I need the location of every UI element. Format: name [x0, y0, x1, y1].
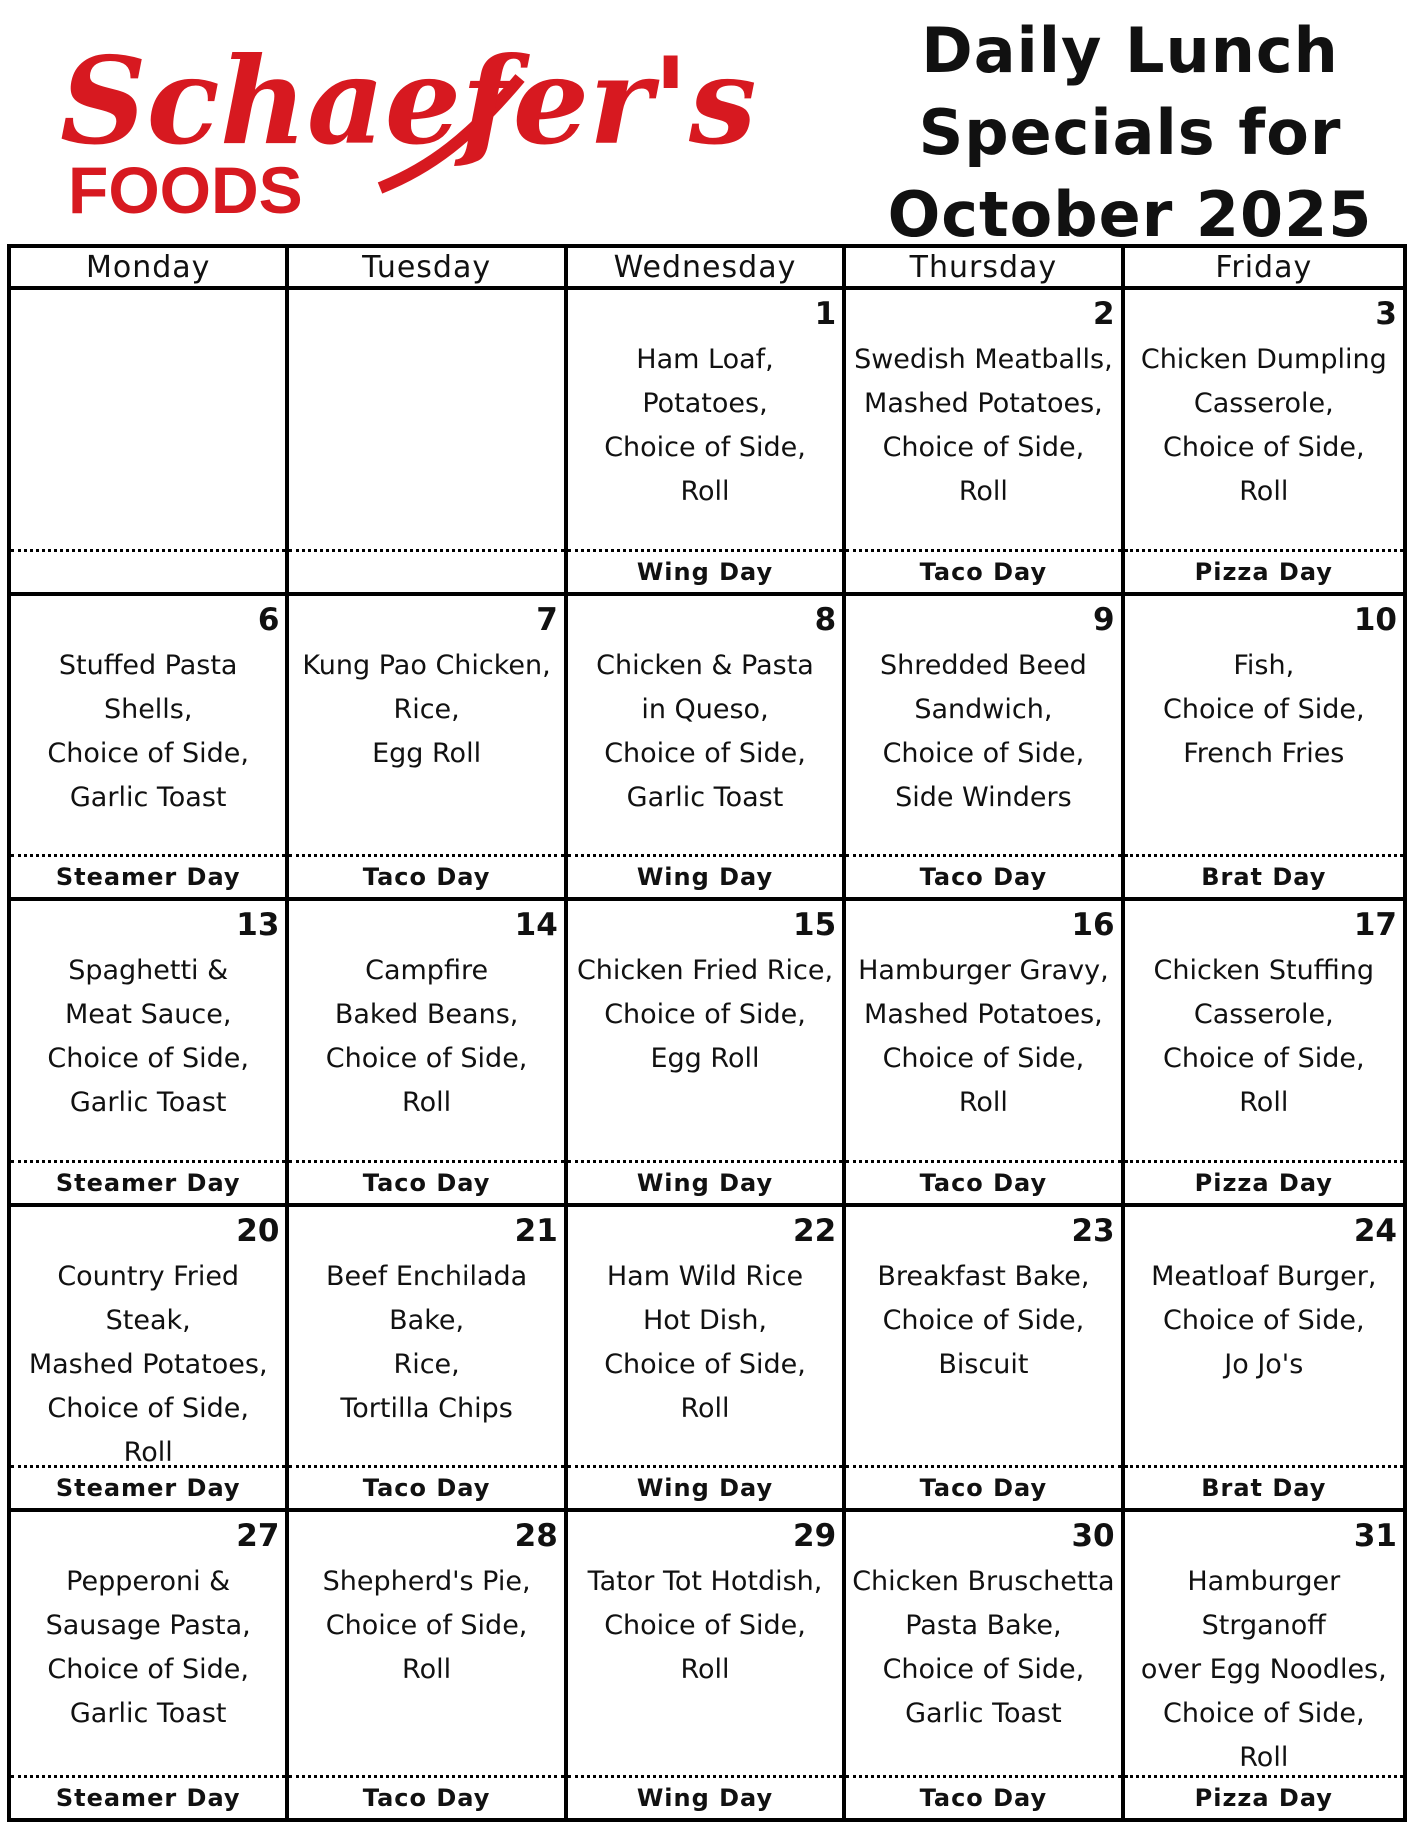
weekday-header-wednesday: Wednesday	[568, 248, 846, 290]
calendar-day-cell	[1125, 901, 1403, 1207]
lunch-special-text: Kung Pao Chicken, Rice, Egg Roll	[302, 649, 551, 769]
title-line-2: Specials for	[918, 96, 1342, 169]
daily-theme-label: Taco Day	[289, 1465, 563, 1508]
calendar-day-cell	[11, 1512, 289, 1818]
calendar-day-cell	[568, 1207, 846, 1513]
lunch-special-text: Chicken Stuffing Casserole, Choice of Side, Roll	[1153, 955, 1375, 1119]
daily-theme-label: Taco Day	[846, 854, 1120, 897]
calendar-day-cell	[568, 596, 846, 902]
day-number: 1	[814, 296, 837, 332]
daily-theme-label: Wing Day	[568, 1160, 842, 1203]
calendar-day-cell	[289, 596, 567, 902]
calendar-day-cell	[289, 1207, 567, 1513]
day-number: 27	[236, 1518, 280, 1555]
daily-theme-label: Taco Day	[289, 1775, 563, 1818]
daily-theme-label	[289, 549, 563, 592]
lunch-special-text: Breakfast Bake, Choice of Side, Biscuit	[877, 1260, 1090, 1380]
daily-theme-label: Pizza Day	[1125, 1775, 1403, 1818]
day-number: 3	[1375, 296, 1397, 332]
day-number: 24	[1353, 1212, 1397, 1249]
day-number: 28	[514, 1518, 558, 1555]
calendar-day-cell	[11, 596, 289, 902]
lunch-special-text: Chicken & Pasta in Queso, Choice of Side, Garlic Toast	[596, 649, 814, 813]
lunch-special-text: Ham Loaf, Potatoes, Choice of Side, Roll	[604, 344, 806, 507]
calendar-day-cell	[568, 901, 846, 1207]
calendar-day-cell	[846, 596, 1124, 902]
daily-theme-label: Wing Day	[568, 854, 842, 897]
lunch-calendar	[7, 244, 1407, 1822]
lunch-special-text: Pepperoni & Sausage Pasta, Choice of Side, Garlic Toast	[45, 1566, 251, 1730]
daily-theme-label: Taco Day	[846, 1465, 1120, 1508]
logo-graphic	[50, 18, 757, 227]
day-number: 30	[1071, 1518, 1115, 1555]
daily-theme-label: Steamer Day	[11, 1160, 285, 1203]
daily-theme-label: Wing Day	[568, 1775, 842, 1818]
page-title	[880, 10, 1380, 256]
lunch-special-text: Stuffed Pasta Shells, Choice of Side, Garlic Toast	[47, 649, 249, 813]
calendar-day-cell	[1125, 290, 1403, 596]
weekday-header-friday: Friday	[1125, 248, 1403, 290]
lunch-special-text: Swedish Meatballs, Mashed Potatoes, Choice of Side, Roll	[854, 344, 1113, 507]
daily-theme-label	[11, 549, 285, 592]
calendar-day-cell	[846, 1512, 1124, 1818]
weekday-header-monday: Monday	[11, 248, 289, 290]
day-number: 9	[1093, 601, 1115, 638]
day-number: 17	[1353, 907, 1397, 944]
logo-wordmark-text: FOODS	[68, 153, 303, 227]
lunch-special-text: Ham Wild Rice Hot Dish, Choice of Side, Roll	[604, 1260, 806, 1424]
calendar-day-cell	[289, 1512, 567, 1818]
calendar-day-cell	[1125, 1512, 1403, 1818]
lunch-special-text: Shredded Beed Sandwich, Choice of Side, Side Winders	[879, 649, 1087, 813]
weekday-header-tuesday: Tuesday	[289, 248, 567, 290]
calendar-day-cell	[846, 290, 1124, 596]
daily-theme-label: Pizza Day	[1125, 549, 1403, 592]
day-number: 23	[1071, 1212, 1115, 1249]
daily-theme-label: Wing Day	[568, 549, 842, 592]
daily-theme-label: Steamer Day	[11, 1465, 285, 1508]
lunch-special-text: Hamburger Gravy, Mashed Potatoes, Choice of Side, Roll	[858, 955, 1109, 1119]
day-number: 31	[1353, 1518, 1397, 1555]
calendar-day-cell	[289, 290, 567, 596]
day-number: 21	[514, 1212, 558, 1249]
day-number: 10	[1353, 601, 1397, 638]
daily-theme-label: Steamer Day	[11, 1775, 285, 1818]
daily-theme-label: Wing Day	[568, 1465, 842, 1508]
lunch-special-text: Fish, Choice of Side, French Fries	[1162, 649, 1365, 769]
calendar-day-cell	[1125, 1207, 1403, 1513]
day-number: 29	[793, 1518, 837, 1555]
lunch-special-text: Spaghetti & Meat Sauce, Choice of Side, Garlic Toast	[47, 955, 249, 1119]
day-number: 2	[1093, 296, 1115, 332]
daily-theme-label: Taco Day	[289, 854, 563, 897]
daily-theme-label: Taco Day	[846, 1775, 1120, 1818]
daily-theme-label: Taco Day	[289, 1160, 563, 1203]
title-line-3: October 2025	[887, 178, 1373, 251]
calendar-day-cell	[568, 1512, 846, 1818]
day-number: 13	[236, 907, 280, 944]
daily-theme-label: Pizza Day	[1125, 1160, 1403, 1203]
calendar-day-cell	[1125, 596, 1403, 902]
daily-theme-label: Steamer Day	[11, 854, 285, 897]
day-number: 14	[514, 907, 558, 944]
day-number: 20	[236, 1212, 280, 1249]
calendar-day-cell	[11, 1207, 289, 1513]
logo-script-text: Schaefer's	[60, 31, 757, 172]
lunch-special-text: Shepherd's Pie, Choice of Side, Roll	[322, 1566, 531, 1686]
day-number: 15	[793, 907, 837, 944]
lunch-special-text: Chicken Bruschetta Pasta Bake, Choice of Side, Garlic Toast	[852, 1566, 1115, 1730]
title-line-1: Daily Lunch	[921, 14, 1339, 87]
daily-theme-label: Brat Day	[1125, 1465, 1403, 1508]
daily-theme-label: Taco Day	[846, 549, 1120, 592]
lunch-special-text: Beef Enchilada Bake, Rice, Tortilla Chips	[325, 1260, 528, 1424]
daily-theme-label: Brat Day	[1125, 854, 1403, 897]
lunch-special-text: Campfire Baked Beans, Choice of Side, Roll	[325, 955, 528, 1119]
lunch-special-text: Chicken Fried Rice, Choice of Side, Egg Roll	[576, 955, 834, 1075]
calendar-day-cell	[11, 901, 289, 1207]
calendar-day-cell	[846, 901, 1124, 1207]
day-number: 16	[1071, 907, 1115, 944]
day-number: 6	[257, 601, 280, 638]
calendar-day-cell	[289, 901, 567, 1207]
lunch-special-text: Meatloaf Burger, Choice of Side, Jo Jo's	[1151, 1260, 1377, 1380]
calendar-day-cell	[11, 290, 289, 596]
schaefers-foods-logo	[50, 18, 757, 227]
lunch-special-text: Tator Tot Hotdish, Choice of Side, Roll	[587, 1566, 823, 1686]
lunch-special-text: Country Fried Steak, Mashed Potatoes, Choice of Side, Roll	[28, 1260, 268, 1468]
day-number: 22	[793, 1212, 837, 1249]
calendar-day-cell	[568, 290, 846, 596]
calendar-day-cell	[846, 1207, 1124, 1513]
day-number: 8	[814, 601, 837, 638]
lunch-special-text: Hamburger Strganoff over Egg Noodles, Choice of Side, Roll	[1140, 1566, 1387, 1774]
daily-theme-label: Taco Day	[846, 1160, 1120, 1203]
day-number: 7	[536, 601, 558, 638]
weekday-header-thursday: Thursday	[846, 248, 1124, 290]
lunch-special-text: Chicken Dumpling Casserole, Choice of Side, Roll	[1140, 344, 1387, 507]
